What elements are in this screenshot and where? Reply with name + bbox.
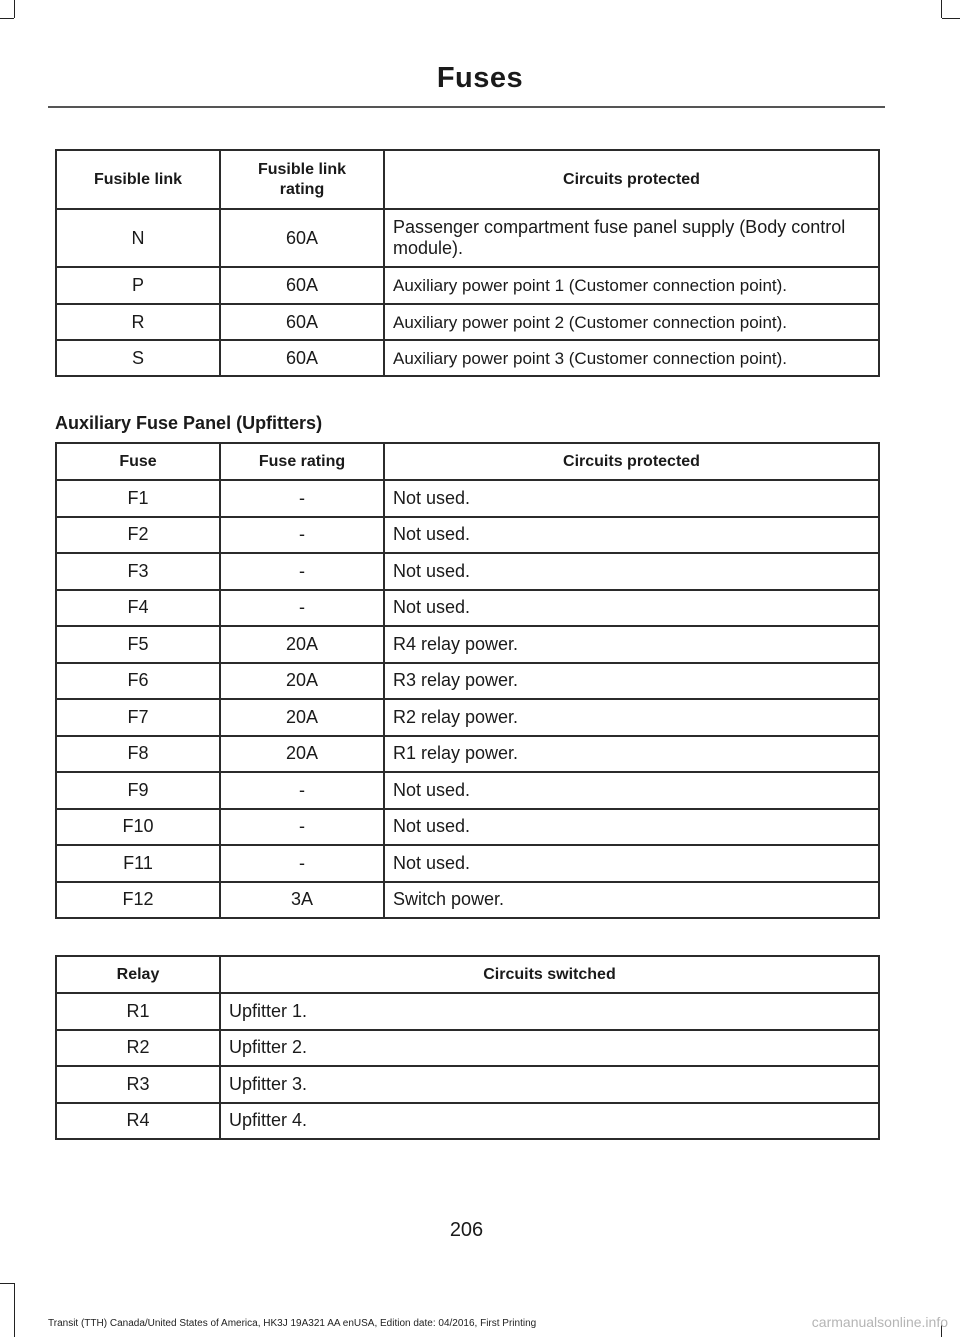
table-header-row: [56, 956, 879, 993]
column-header: Relay: [56, 956, 220, 993]
column-header: Fuse rating: [220, 443, 384, 480]
table-cell: -: [220, 480, 384, 517]
table-row: [56, 845, 879, 882]
table-cell: Not used.: [384, 517, 879, 554]
table-cell: R2: [56, 1030, 220, 1067]
table-cell: 60A: [220, 340, 384, 376]
table-row: [56, 480, 879, 517]
table-cell: -: [220, 809, 384, 846]
table-cell: F11: [56, 845, 220, 882]
table-cell: F6: [56, 663, 220, 700]
table-cell: Upfitter 3.: [220, 1066, 879, 1103]
title-divider: [48, 106, 885, 108]
crop-mark: [14, 1283, 15, 1337]
table-cell: Upfitter 2.: [220, 1030, 879, 1067]
table-cell: -: [220, 553, 384, 590]
table-cell: 3A: [220, 882, 384, 919]
table-cell: R3: [56, 1066, 220, 1103]
table-cell: Upfitter 4.: [220, 1103, 879, 1140]
page-title: Fuses: [436, 62, 524, 94]
crop-mark: [942, 18, 960, 19]
edition-footer: Transit (TTH) Canada/United States of America, HK3J 19A321 AA enUSA, Edition date: 04/2016, First Printing: [48, 1318, 537, 1329]
table-cell: 60A: [220, 209, 384, 267]
crop-mark: [0, 1283, 14, 1284]
column-header: Fuse: [56, 443, 220, 480]
table-cell: F10: [56, 809, 220, 846]
table-header-row: [56, 443, 879, 480]
column-header: Circuits protected: [384, 443, 879, 480]
table-cell: -: [220, 590, 384, 627]
table-cell: F1: [56, 480, 220, 517]
table-cell: 20A: [220, 626, 384, 663]
table-row: [56, 553, 879, 590]
table-row: [56, 590, 879, 627]
table-row: [56, 993, 879, 1030]
page-number: 206: [449, 1219, 484, 1241]
table-cell: 20A: [220, 699, 384, 736]
table-cell: P: [56, 267, 220, 304]
table-cell: R3 relay power.: [384, 663, 879, 700]
table-cell: Auxiliary power point 3 (Customer connection point).: [384, 340, 879, 376]
table-cell: R2 relay power.: [384, 699, 879, 736]
fusible-link-table: [55, 149, 880, 377]
table-cell: R1: [56, 993, 220, 1030]
table-row: [56, 882, 879, 919]
table-row: [56, 267, 879, 304]
table-cell: F4: [56, 590, 220, 627]
table-cell: F8: [56, 736, 220, 773]
column-header: Fusible link: [56, 150, 220, 209]
table-cell: F3: [56, 553, 220, 590]
table-cell: -: [220, 845, 384, 882]
table-row: [56, 209, 879, 267]
table-cell: 20A: [220, 663, 384, 700]
table-cell: Auxiliary power point 2 (Customer connection point).: [384, 304, 879, 340]
table-header-row: [56, 150, 879, 209]
table-cell: -: [220, 772, 384, 809]
table-row: [56, 663, 879, 700]
table-row: [56, 809, 879, 846]
column-header: Circuits protected: [384, 150, 879, 209]
table-row: [56, 772, 879, 809]
table-cell: F2: [56, 517, 220, 554]
table-cell: Not used.: [384, 480, 879, 517]
table-cell: F5: [56, 626, 220, 663]
table-row: [56, 340, 879, 376]
table-row: [56, 1066, 879, 1103]
table-row: [56, 304, 879, 340]
crop-mark: [941, 0, 942, 18]
table-cell: Not used.: [384, 772, 879, 809]
table-cell: Upfitter 1.: [220, 993, 879, 1030]
table-row: [56, 736, 879, 773]
table-cell: N: [56, 209, 220, 267]
table-row: [56, 517, 879, 554]
table-cell: 60A: [220, 304, 384, 340]
table-cell: R4: [56, 1103, 220, 1140]
table-cell: R1 relay power.: [384, 736, 879, 773]
table-cell: Not used.: [384, 553, 879, 590]
crop-mark: [14, 0, 15, 18]
table-row: [56, 1103, 879, 1140]
fuse-table: [55, 442, 880, 919]
column-header: Fusible link rating: [220, 150, 384, 209]
table-cell: F12: [56, 882, 220, 919]
table-cell: Not used.: [384, 809, 879, 846]
crop-mark: [0, 18, 14, 19]
table-cell: F9: [56, 772, 220, 809]
table-cell: Passenger compartment fuse panel supply (Body control module).: [384, 209, 879, 267]
table-cell: Auxiliary power point 1 (Customer connection point).: [384, 267, 879, 304]
table-cell: F7: [56, 699, 220, 736]
column-header: Circuits switched: [220, 956, 879, 993]
table-row: [56, 1030, 879, 1067]
table-row: [56, 626, 879, 663]
table-cell: 20A: [220, 736, 384, 773]
table-cell: Not used.: [384, 590, 879, 627]
section-heading: Auxiliary Fuse Panel (Upfitters): [55, 413, 323, 433]
table-cell: Not used.: [384, 845, 879, 882]
table-cell: 60A: [220, 267, 384, 304]
table-cell: R: [56, 304, 220, 340]
relay-table: [55, 955, 880, 1140]
table-cell: R4 relay power.: [384, 626, 879, 663]
table-cell: S: [56, 340, 220, 376]
table-row: [56, 699, 879, 736]
watermark: carmanualsonline.info: [811, 1314, 948, 1330]
table-cell: Switch power.: [384, 882, 879, 919]
table-cell: -: [220, 517, 384, 554]
